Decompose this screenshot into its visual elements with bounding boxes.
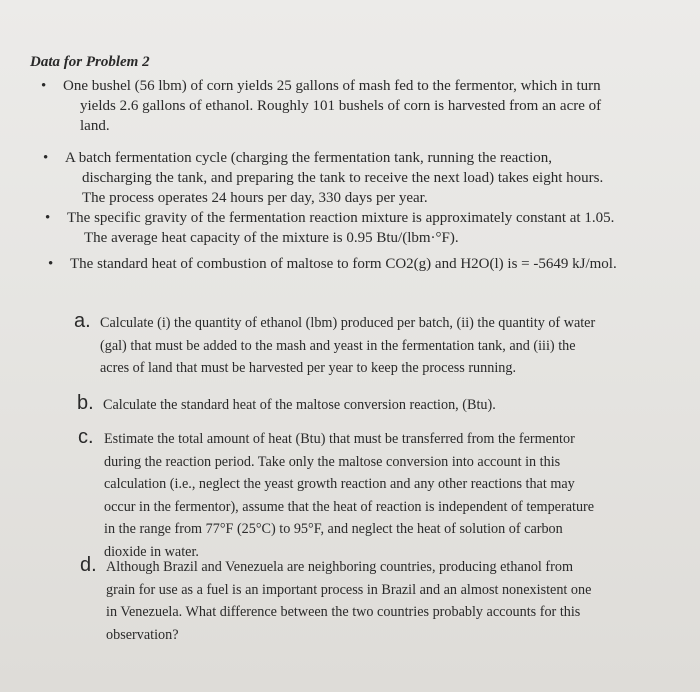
question-line: observation? xyxy=(106,626,179,643)
question-line: Although Brazil and Venezuela are neighboring countries, producing ethanol from xyxy=(106,559,573,575)
question-line: Calculate (i) the quantity of ethanol (lbm) produced per batch, (ii) the quantity of water xyxy=(100,315,596,331)
question-line: in the range from 77°F (25°C) to 95°F, and neglect the heat of solution of carbon xyxy=(104,521,563,537)
bullet-line: The specific gravity of the fermentation reaction mixture is approximately constant at 1.05. xyxy=(67,210,615,226)
question-line: dioxide in water. xyxy=(104,543,199,560)
question-line: (gal) that must be added to the mash and yeast in the fermentation tank, and (iii) the xyxy=(100,337,576,354)
question-b xyxy=(77,392,496,417)
question-c xyxy=(78,426,595,563)
bullet-dot: • xyxy=(41,78,47,94)
bullet-line: yields 2.6 gallons of ethanol. Roughly 101 bushels of corn is harvested from an acre of xyxy=(80,98,602,114)
bullet-line: One bushel (56 lbm) of corn yields 25 gallons of mash fed to the fermentor, which in turn xyxy=(63,78,601,94)
question-a xyxy=(74,310,596,380)
data-bullet xyxy=(41,76,602,136)
bullet-dot: • xyxy=(45,210,51,226)
question-line: grain for use as a fuel is an important process in Brazil and an almost nonexistent one xyxy=(106,581,592,598)
bullet-line: The average heat capacity of the mixture is 0.95 Btu/(lbm·°F). xyxy=(84,230,459,246)
question-line: Estimate the total amount of heat (Btu) that must be transferred from the fermentor xyxy=(104,431,575,447)
question-line: in Venezuela. What difference between the two countries probably accounts for this xyxy=(106,604,581,620)
bullet-dot: • xyxy=(43,150,49,166)
data-bullet xyxy=(45,208,615,248)
question-line: occur in the fermentor), assume that the heat of reaction is independent of temperature xyxy=(104,498,595,515)
question-d xyxy=(80,554,592,646)
problem-heading: Data for Problem 2 xyxy=(30,54,150,70)
bullet-line: land. xyxy=(80,118,110,134)
question-line: acres of land that must be harvested per year to keep the process running. xyxy=(100,360,517,376)
question-line: during the reaction period. Take only the maltose conversion into account in this xyxy=(104,453,561,470)
question-letter: a. xyxy=(74,310,91,332)
data-bullet xyxy=(43,148,604,208)
bullet-line: discharging the tank, and preparing the tank to receive the next load) takes eight hours. xyxy=(82,170,604,186)
bullet-line: The standard heat of combustion of maltose to form CO2(g) and H2O(l) is = -5649 kJ/mol. xyxy=(70,256,617,272)
question-letter: b. xyxy=(77,392,94,414)
question-letter: c. xyxy=(78,426,94,448)
bullet-dot: • xyxy=(48,256,54,272)
data-bullet xyxy=(48,254,617,274)
bullet-line: The process operates 24 hours per day, 330 days per year. xyxy=(82,190,428,206)
question-letter: d. xyxy=(80,554,97,576)
question-line: calculation (i.e., neglect the yeast growth reaction and any other reactions that may xyxy=(104,476,575,492)
bullet-line: A batch fermentation cycle (charging the fermentation tank, running the reaction, xyxy=(65,150,553,166)
question-line: Calculate the standard heat of the maltose conversion reaction, (Btu). xyxy=(103,397,496,413)
